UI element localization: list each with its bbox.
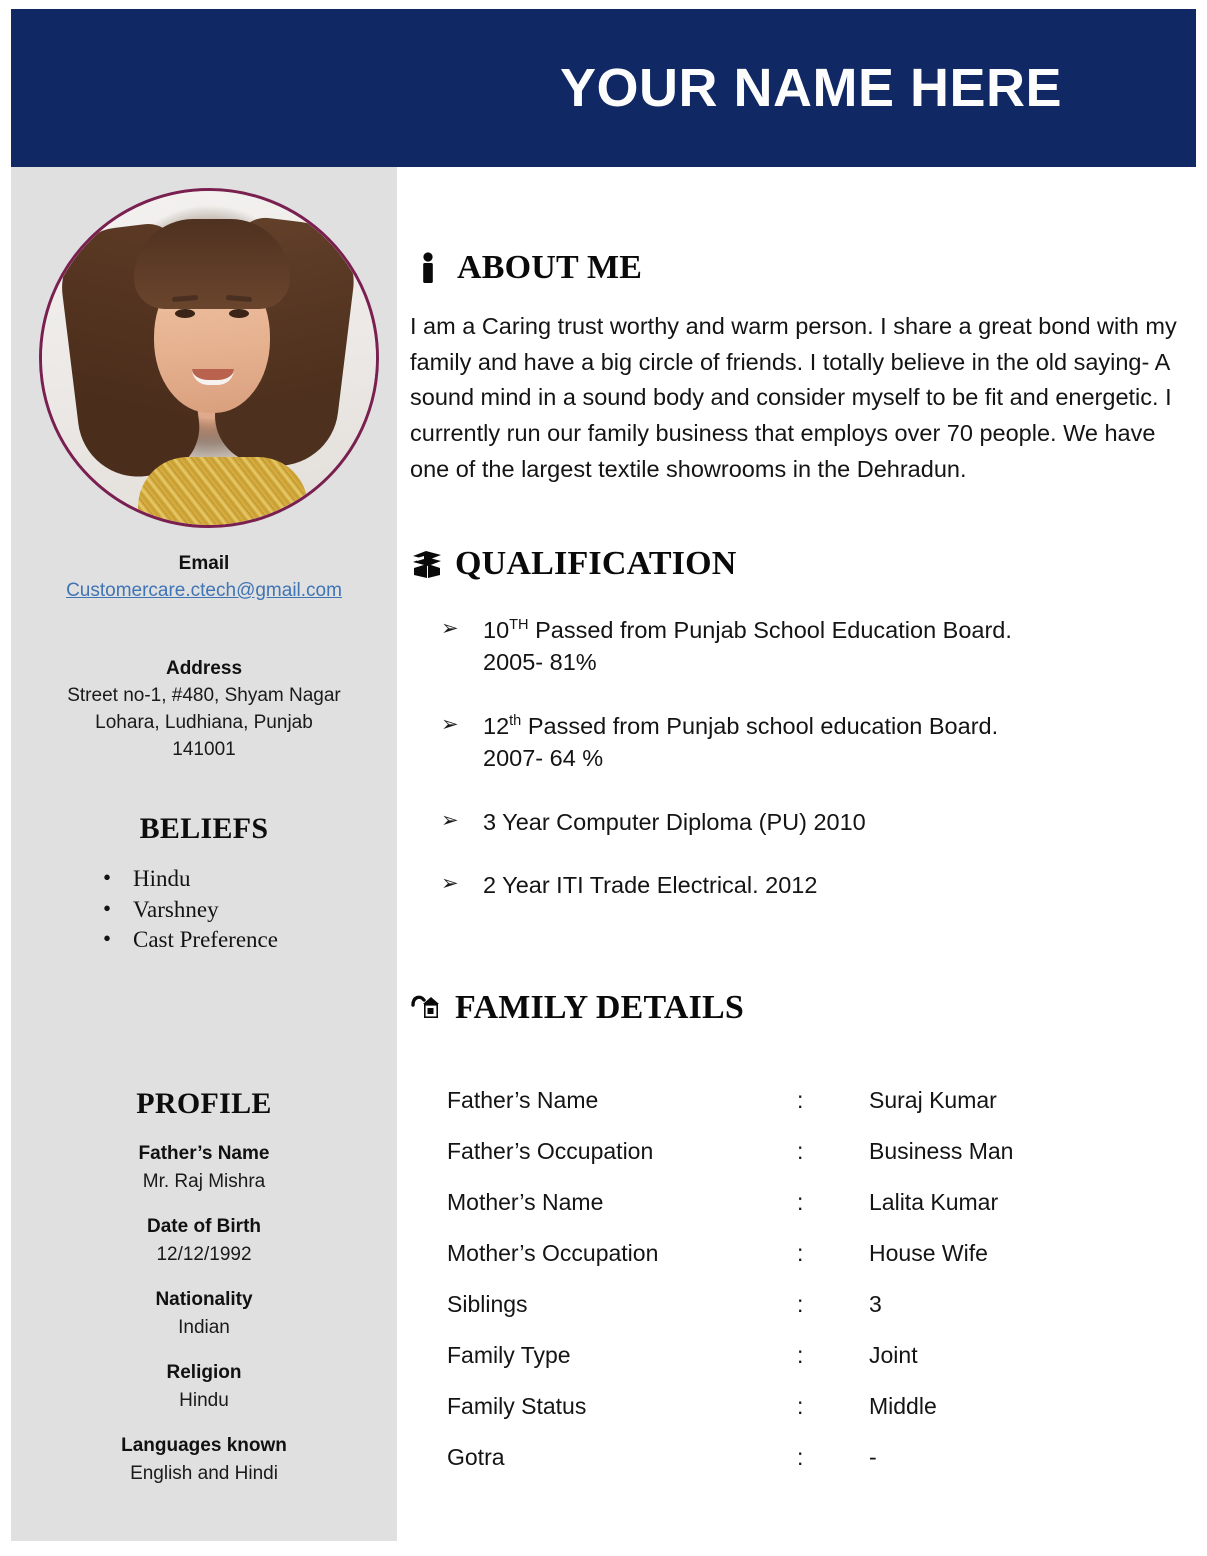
family-separator: : bbox=[797, 1291, 804, 1317]
about-me-text: I am a Caring trust worthy and warm person. I share a great bond with my family and have a big circle of friends. I totally believe in the old saying- A sound mind in a sound body and consider myself to be fit and energetic. I currently run our family business that employs over 70 people. We have one of the largest textile showrooms in the Dehradun. bbox=[410, 313, 1177, 482]
family-label-family-type: Family Type bbox=[447, 1342, 571, 1368]
qual-pre: 10 bbox=[483, 617, 510, 643]
qualification-title: QUALIFICATION bbox=[455, 545, 737, 582]
profile-section-title: PROFILE bbox=[136, 1087, 272, 1120]
family-label-gotra: Gotra bbox=[447, 1444, 505, 1470]
main-content bbox=[397, 167, 1196, 1541]
profile-value-fathers-name: Mr. Raj Mishra bbox=[142, 1171, 266, 1192]
header-band bbox=[11, 9, 1196, 167]
family-label-mothers-name: Mother’s Name bbox=[447, 1189, 604, 1215]
table-row bbox=[447, 1177, 1147, 1228]
table-row bbox=[447, 1075, 1147, 1126]
family-label-family-status: Family Status bbox=[447, 1393, 587, 1419]
qual-post: Passed from Punjab school education Board. bbox=[521, 712, 999, 739]
family-value-fathers-name: Suraj Kumar bbox=[869, 1087, 997, 1113]
family-label-siblings: Siblings bbox=[447, 1291, 528, 1317]
beliefs-list bbox=[95, 864, 278, 956]
profile-label-fathers-name: Father’s Name bbox=[138, 1143, 270, 1164]
about-me-title: ABOUT ME bbox=[457, 249, 643, 286]
about-me-heading bbox=[413, 249, 642, 287]
table-row bbox=[447, 1228, 1147, 1279]
family-value-family-type: Joint bbox=[869, 1342, 918, 1368]
address-line-3: 141001 bbox=[172, 738, 236, 760]
family-separator: : bbox=[797, 1393, 804, 1419]
email-link[interactable]: Customercare.ctech@gmail.com bbox=[66, 580, 342, 601]
portrait-photo bbox=[42, 191, 376, 525]
family-details-title: FAMILY DETAILS bbox=[455, 989, 745, 1026]
family-value-mothers-occupation: House Wife bbox=[869, 1240, 988, 1266]
email-value-wrap bbox=[11, 578, 397, 605]
address-value bbox=[11, 683, 397, 764]
family-separator: : bbox=[797, 1444, 804, 1470]
table-row bbox=[447, 1381, 1147, 1432]
list-item bbox=[439, 710, 1159, 775]
profile-label-date-of-birth: Date of Birth bbox=[147, 1216, 261, 1237]
list-item bbox=[439, 614, 1159, 679]
qual-pre: 12 bbox=[483, 712, 510, 739]
family-details-table bbox=[447, 1075, 1147, 1483]
list-item bbox=[439, 869, 1159, 901]
family-label-mothers-occupation: Mother’s Occupation bbox=[447, 1240, 659, 1266]
profile-value-nationality: Indian bbox=[178, 1317, 230, 1338]
list-item: • Cast Preference bbox=[95, 925, 278, 956]
beliefs-section-title: BELIEFS bbox=[139, 812, 269, 845]
list-item: • Varshney bbox=[95, 895, 278, 926]
qual-sup: th bbox=[509, 713, 522, 730]
qual-line2: 2005- 81% bbox=[483, 649, 597, 676]
qualification-heading bbox=[411, 545, 737, 583]
dress bbox=[138, 457, 308, 525]
family-separator: : bbox=[797, 1189, 804, 1215]
family-separator: : bbox=[797, 1240, 804, 1266]
family-value-gotra: - bbox=[869, 1444, 877, 1470]
profile-label-nationality: Nationality bbox=[155, 1289, 253, 1310]
family-details-heading bbox=[411, 989, 744, 1027]
profile-value-date-of-birth: 12/12/1992 bbox=[156, 1244, 252, 1265]
address-line-1: Street no-1, #480, Shyam Nagar bbox=[67, 685, 341, 706]
family-separator: : bbox=[797, 1087, 804, 1113]
table-row bbox=[447, 1330, 1147, 1381]
qual-sup: TH bbox=[509, 617, 529, 634]
family-separator: : bbox=[797, 1342, 804, 1368]
table-row bbox=[447, 1126, 1147, 1177]
profile-label-religion: Religion bbox=[166, 1362, 242, 1383]
qualification-list bbox=[439, 614, 1159, 933]
books-icon bbox=[411, 547, 441, 581]
family-value-fathers-occupation: Business Man bbox=[869, 1138, 1014, 1164]
address-line-2: Lohara, Ludhiana, Punjab bbox=[95, 711, 313, 733]
table-row bbox=[447, 1279, 1147, 1330]
eye-right bbox=[229, 309, 249, 318]
page-title: YOUR NAME HERE bbox=[559, 58, 1063, 118]
avatar bbox=[39, 188, 379, 528]
profile-value-religion: Hindu bbox=[179, 1390, 229, 1411]
qual-post: 2 Year ITI Trade Electrical. 2012 bbox=[483, 872, 818, 899]
family-value-family-status: Middle bbox=[869, 1393, 937, 1419]
table-row bbox=[447, 1432, 1147, 1483]
email-label: Email bbox=[178, 553, 230, 574]
address-label: Address bbox=[165, 658, 243, 679]
profile-label-languages-known: Languages known bbox=[121, 1435, 287, 1456]
qual-line2: 2007- 64 % bbox=[483, 745, 604, 772]
profile-value-languages-known: English and Hindi bbox=[130, 1463, 278, 1484]
family-separator: : bbox=[797, 1138, 804, 1164]
sidebar bbox=[11, 167, 397, 1541]
qual-post: Passed from Punjab School Education Board. bbox=[528, 617, 1012, 643]
qual-post: 3 Year Computer Diploma (PU) 2010 bbox=[483, 808, 866, 835]
eye-left bbox=[175, 309, 195, 318]
family-label-fathers-name: Father’s Name bbox=[447, 1087, 599, 1113]
list-item bbox=[439, 806, 1159, 838]
hair-top bbox=[134, 219, 290, 309]
home-icon bbox=[411, 991, 441, 1025]
person-icon bbox=[413, 251, 443, 285]
family-label-fathers-occupation: Father’s Occupation bbox=[447, 1138, 654, 1164]
list-item: • Hindu bbox=[95, 864, 278, 895]
family-value-siblings: 3 bbox=[869, 1291, 882, 1317]
family-value-mothers-name: Lalita Kumar bbox=[869, 1189, 999, 1215]
